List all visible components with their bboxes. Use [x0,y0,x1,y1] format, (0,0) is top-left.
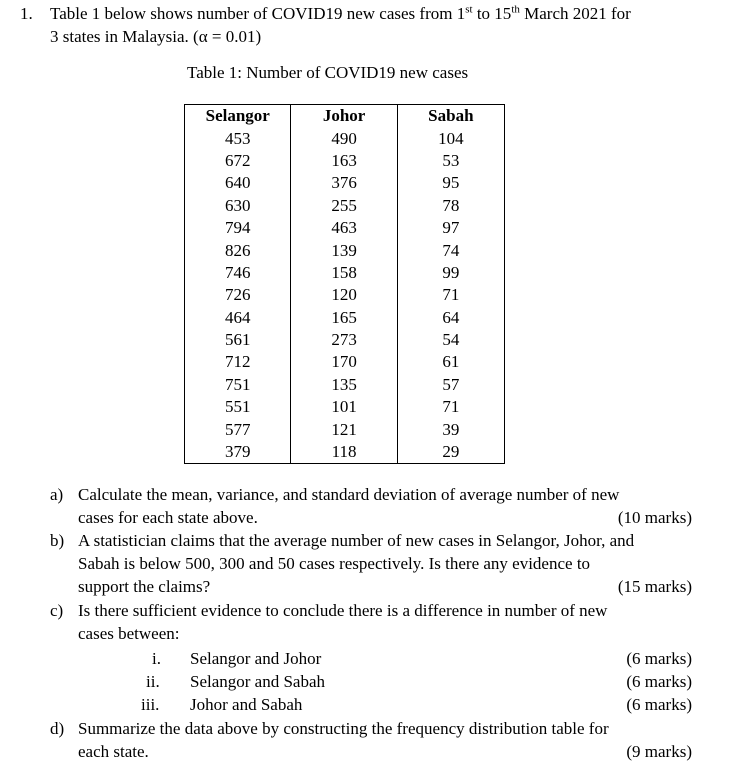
intro-text-c: March 2021 for [519,4,631,23]
cell-selangor: 746 [185,262,291,284]
header-selangor: Selangor [185,105,291,128]
cell-sabah: 64 [397,307,504,329]
cell-selangor: 726 [185,284,291,306]
cell-sabah: 61 [397,351,504,373]
part-c-line1: Is there sufficient evidence to conclude there is a difference in number of new [78,601,608,620]
cell-sabah: 99 [397,262,504,284]
cell-selangor: 751 [185,374,291,396]
cell-selangor: 551 [185,396,291,418]
cell-sabah: 71 [397,284,504,306]
cell-sabah: 71 [397,396,504,418]
part-c-item-iii-marks: (6 marks) [626,695,692,714]
part-d-line2: each state. [78,742,149,761]
cell-johor: 163 [291,150,397,172]
part-c-item-i-num: i. [152,649,161,668]
cell-selangor: 826 [185,239,291,261]
part-c-item-ii-text: Selangor and Sabah [190,672,326,691]
part-a-marks: (10 marks) [617,508,692,527]
cell-sabah: 97 [397,217,504,239]
table-row [185,239,505,261]
cell-johor: 118 [291,441,397,464]
cell-sabah: 29 [397,441,504,464]
part-b-marks: (15 marks) [617,577,692,596]
part-b-line2: Sabah is below 500, 300 and 50 cases respectively. Is there any evidence to [78,554,591,573]
part-c-item-ii-marks: (6 marks) [626,672,692,691]
cell-selangor: 794 [185,217,291,239]
cell-selangor: 379 [185,441,291,464]
cell-sabah: 95 [397,172,504,194]
table-row [185,127,505,149]
cell-johor: 490 [291,127,397,149]
part-c-item-iii-num: iii. [141,695,160,714]
cell-sabah: 57 [397,374,504,396]
cell-sabah: 53 [397,150,504,172]
cell-johor: 120 [291,284,397,306]
cell-johor: 170 [291,351,397,373]
cell-johor: 273 [291,329,397,351]
cell-johor: 376 [291,172,397,194]
question-intro-line2: 3 states in Malaysia. (α = 0.01) [50,27,262,46]
part-b-label: b) [50,531,65,550]
part-c-item-i-marks: (6 marks) [626,649,692,668]
cell-johor: 158 [291,262,397,284]
part-a-label: a) [50,485,64,504]
superscript-st: st [465,3,473,16]
part-a-line1: Calculate the mean, variance, and standard deviation of average number of new [78,485,620,504]
table-row [185,374,505,396]
table-row [185,307,505,329]
table-row [185,418,505,440]
question-intro-line1 [50,4,631,24]
part-c-item-iii-text: Johor and Sabah [190,695,303,714]
table-row [185,150,505,172]
table-row [185,284,505,306]
part-d-line1: Summarize the data above by constructing the frequency distribution table for [78,719,609,738]
intro-text-b: to 15 [472,4,512,23]
cell-selangor: 561 [185,329,291,351]
table-row [185,262,505,284]
cell-selangor: 712 [185,351,291,373]
cell-johor: 165 [291,307,397,329]
table-row [185,217,505,239]
cell-johor: 255 [291,195,397,217]
cell-johor: 135 [291,374,397,396]
part-c-line2: cases between: [78,624,180,643]
part-d-label: d) [50,719,65,738]
part-a-line2: cases for each state above. [78,508,258,527]
cell-selangor: 672 [185,150,291,172]
question-number: 1. [20,4,33,23]
cell-johor: 101 [291,396,397,418]
table-row [185,396,505,418]
part-c-item-ii-num: ii. [146,672,160,691]
cell-sabah: 39 [397,418,504,440]
cell-sabah: 104 [397,127,504,149]
table-row [185,195,505,217]
table-caption: Table 1: Number of COVID19 new cases [187,63,469,82]
table-row [185,441,505,464]
cell-selangor: 464 [185,307,291,329]
part-d-marks: (9 marks) [626,742,692,761]
cell-johor: 121 [291,418,397,440]
cell-selangor: 577 [185,418,291,440]
cell-selangor: 453 [185,127,291,149]
cell-sabah: 78 [397,195,504,217]
cell-selangor: 640 [185,172,291,194]
cell-sabah: 54 [397,329,504,351]
intro-text-a: Table 1 below shows number of COVID19 new cases from 1 [50,4,466,23]
part-c-item-i-text: Selangor and Johor [190,649,322,668]
part-c-label: c) [50,601,64,620]
header-johor: Johor [291,105,397,128]
table-row [185,351,505,373]
cell-selangor: 630 [185,195,291,217]
table-row [185,172,505,194]
table-header-row [185,105,505,128]
cell-johor: 139 [291,239,397,261]
cell-sabah: 74 [397,239,504,261]
header-sabah: Sabah [397,105,504,128]
superscript-th: th [511,3,520,16]
table-row [185,329,505,351]
covid-cases-table [184,104,505,464]
part-b-line3: support the claims? [78,577,211,596]
part-b-line1: A statistician claims that the average number of new cases in Selangor, Johor, and [78,531,635,550]
cell-johor: 463 [291,217,397,239]
